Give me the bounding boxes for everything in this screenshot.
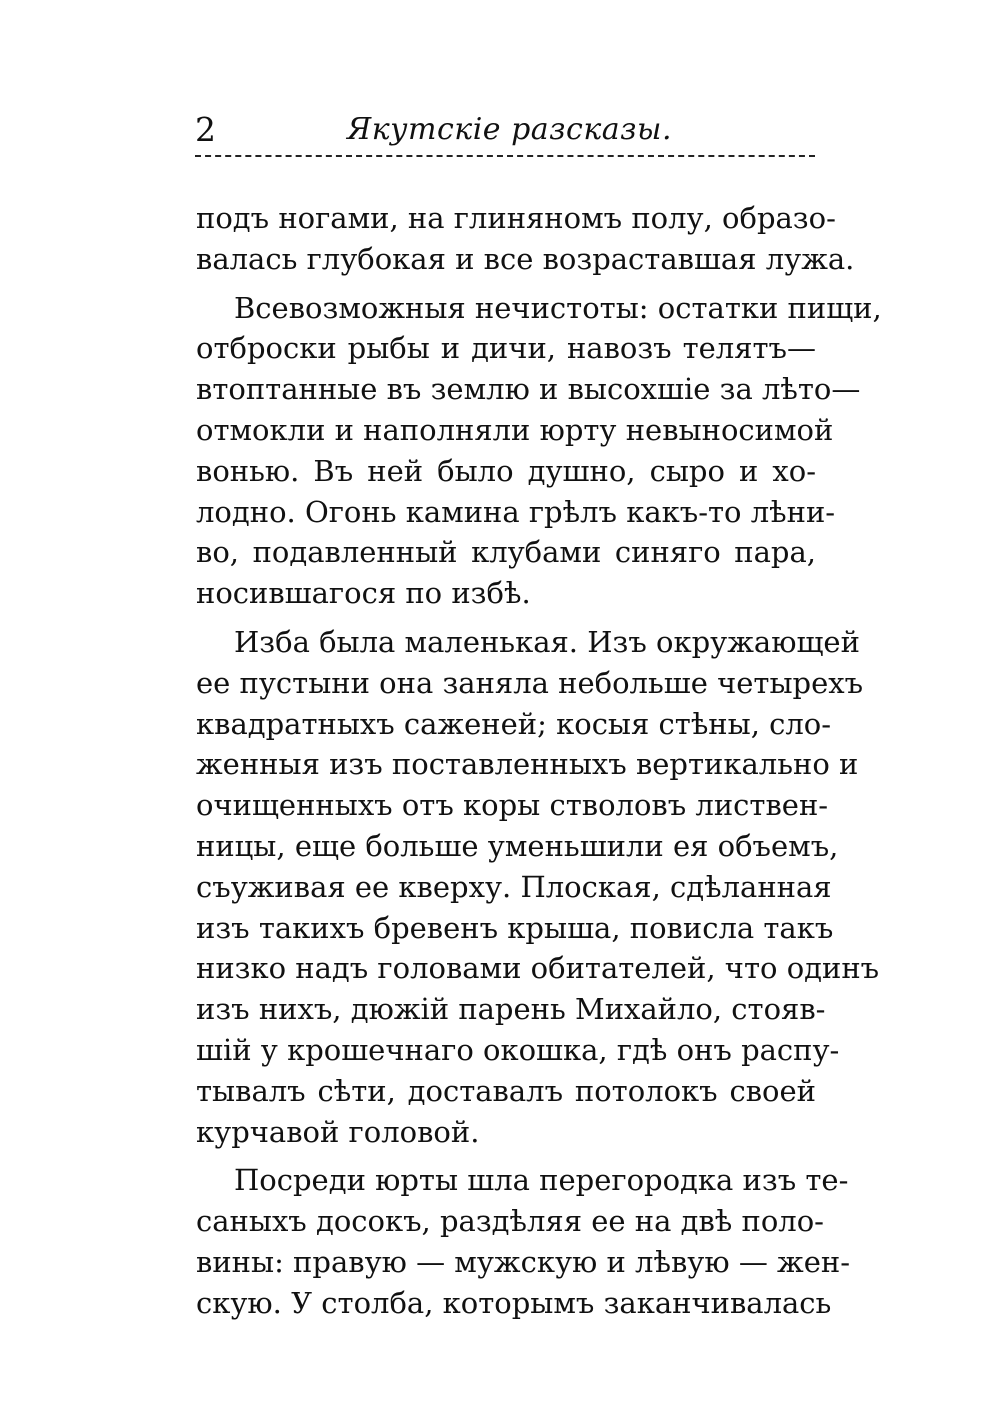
text-line: шій у крошечнаго окошка, гдѣ онъ распу-: [196, 1032, 840, 1067]
paragraph-2: [196, 288, 882, 614]
text-line: отброски рыбы и дичи, навозъ телятъ—: [196, 331, 816, 366]
running-title: Якутскіе разсказы.: [347, 112, 672, 147]
text-line: втоптанные въ землю и высохшіе за лѣто—: [196, 372, 861, 407]
header-rule: [195, 155, 815, 157]
text-line: Посреди юрты шла перегородка изъ те-: [234, 1163, 849, 1198]
text-line: вонью. Въ ней было душно, сыро и хо-: [196, 453, 816, 488]
paragraph-3: [196, 622, 880, 1152]
text-line: вины: правую — мужскую и лѣвую — жен-: [196, 1244, 851, 1279]
text-line: носившагося по избѣ.: [196, 576, 531, 611]
running-head: [195, 108, 820, 158]
text-line: тывалъ сѣти, доставалъ потолокъ своей: [196, 1073, 816, 1108]
text-line: ее пустыни она заняла небольше четырехъ: [196, 665, 864, 700]
body-text: [196, 198, 882, 1332]
page-number: 2: [195, 110, 216, 149]
text-line: Всевозможныя нечистоты: остатки пищи,: [234, 290, 882, 325]
text-line: отмокли и наполняли юрту невыносимой: [196, 412, 834, 447]
text-line: низко надъ головами обитателей, что одинъ: [196, 951, 880, 986]
paragraph-1: [196, 198, 855, 280]
text-line: изъ такихъ бревенъ крыша, повисла такъ: [196, 910, 834, 945]
text-line: изъ нихъ, дюжій парень Михайло, стояв-: [196, 992, 826, 1027]
text-line: Изба была маленькая. Изъ окружающей: [234, 624, 860, 659]
text-line: женныя изъ поставленныхъ вертикально и: [196, 747, 859, 782]
text-line: валась глубокая и все возраставшая лужа.: [196, 241, 855, 276]
text-line: саныхъ досокъ, раздѣляя ее на двѣ поло-: [196, 1204, 824, 1239]
text-line: во, подавленный клубами синяго пара,: [196, 535, 816, 570]
text-line: квадратныхъ саженей; косыя стѣны, сло-: [196, 706, 832, 741]
text-line: курчавой головой.: [196, 1114, 480, 1149]
paragraph-4: [196, 1160, 851, 1323]
text-line: подъ ногами, на глиняномъ полу, образо-: [196, 201, 836, 235]
text-line: съуживая ее кверху. Плоская, сдѣланная: [196, 869, 832, 904]
text-line: ницы, еще больше уменьшили ея объемъ,: [196, 828, 839, 863]
text-line: лодно. Огонь камина грѣлъ какъ-то лѣни-: [196, 494, 836, 529]
text-line: скую. У столба, которымъ заканчивалась: [196, 1285, 832, 1320]
text-line: очищенныхъ отъ коры стволовъ листвен-: [196, 788, 829, 823]
